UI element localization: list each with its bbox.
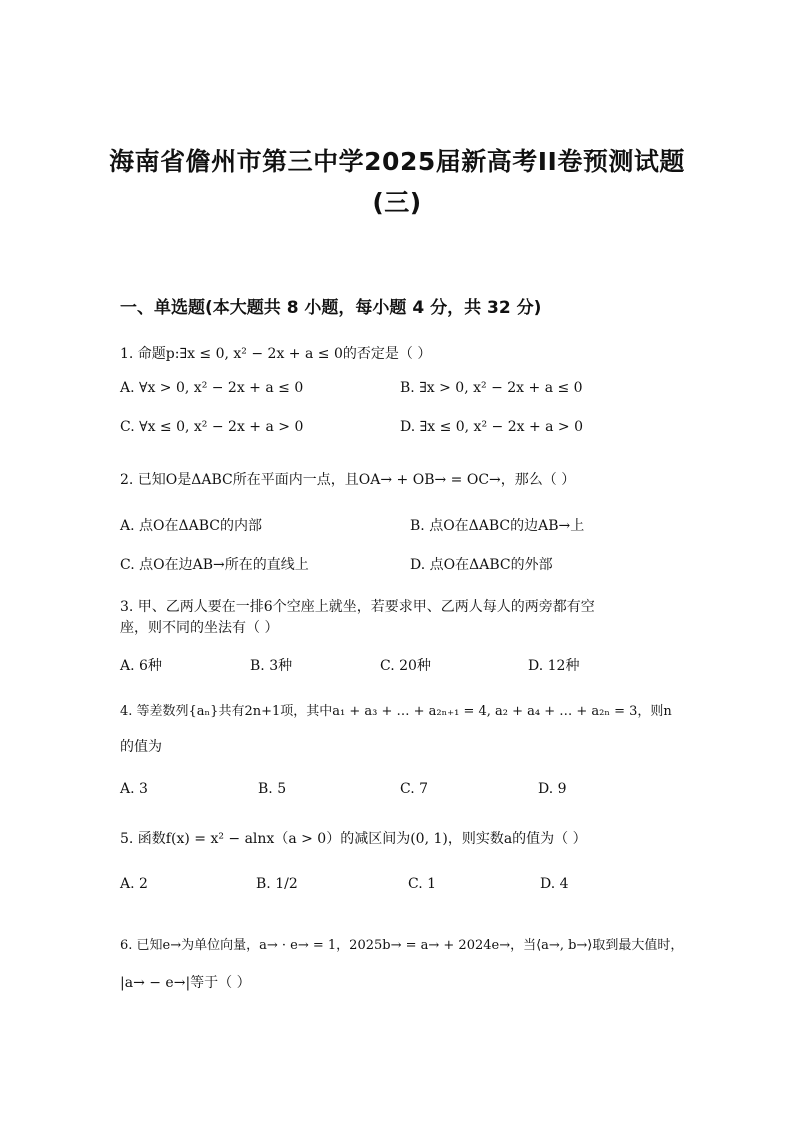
question-4-option-b: B. 5 [258,781,287,797]
question-4-stem-line-2: 的值为 [120,739,162,755]
question-3-option-c: C. 20种 [380,658,431,674]
question-2-option-b: B. 点O在ΔABC的边AB→上 [410,518,585,534]
question-1-option-d: D. ∃x ≤ 0, x² − 2x + a > 0 [400,419,584,435]
question-3-option-b: B. 3种 [250,658,293,674]
question-2-option-c: C. 点O在边AB→所在的直线上 [120,557,309,573]
question-4-option-c: C. 7 [400,781,429,797]
question-1-stem: 1. 命题p:∃x ≤ 0, x² − 2x + a ≤ 0的否定是（ ） [120,346,432,362]
question-3-stem-line-1: 3. 甲、乙两人要在一排6个空座上就坐，若要求甲、乙两人每人的两旁都有空 [120,599,595,615]
question-1-option-c: C. ∀x ≤ 0, x² − 2x + a > 0 [120,419,304,435]
question-2-option-a: A. 点O在ΔABC的内部 [120,518,262,534]
question-5-option-a: A. 2 [120,876,148,892]
question-2-option-d: D. 点O在ΔABC的外部 [410,557,553,573]
question-5-option-b: B. 1/2 [256,876,298,892]
question-4-option-a: A. 3 [120,781,148,797]
page-subtitle: (三) [372,188,422,217]
question-3-option-d: D. 12种 [528,658,580,674]
question-4-option-d: D. 9 [538,781,567,797]
question-5-option-c: C. 1 [408,876,437,892]
page-title: 海南省儋州市第三中学2025届新高考II卷预测试题 [109,147,685,176]
question-1-option-b: B. ∃x > 0, x² − 2x + a ≤ 0 [400,380,583,396]
question-6-stem-line-1: 6. 已知e→为单位向量，a→ · e→ = 1，2025b→ = a→ + 2024e→，当⟨a→, b→⟩取到最大值时， [120,938,684,953]
question-4-stem-line-1: 4. 等差数列{aₙ}共有2n+1项，其中a₁ + a₃ + … + a₂ₙ₊₁ = 4, a₂ + a₄ + … + a₂ₙ = 3，则n [120,704,672,719]
section-heading: 一、单选题(本大题共 8 小题，每小题 4 分，共 32 分) [120,298,542,318]
question-5-option-d: D. 4 [540,876,569,892]
question-3-option-a: A. 6种 [120,658,162,674]
question-1-option-a: A. ∀x > 0, x² − 2x + a ≤ 0 [120,380,304,396]
question-6-stem-line-2: |a→ − e→|等于（ ） [120,975,251,991]
question-5-stem: 5. 函数f(x) = x² − alnx（a > 0）的减区间为(0, 1)，则实数a的值为（ ） [120,831,587,847]
question-2-stem: 2. 已知O是ΔABC所在平面内一点，且OA→ + OB→ = OC→，那么（ ） [120,472,576,488]
question-3-stem-line-2: 座，则不同的坐法有（ ） [120,620,279,636]
